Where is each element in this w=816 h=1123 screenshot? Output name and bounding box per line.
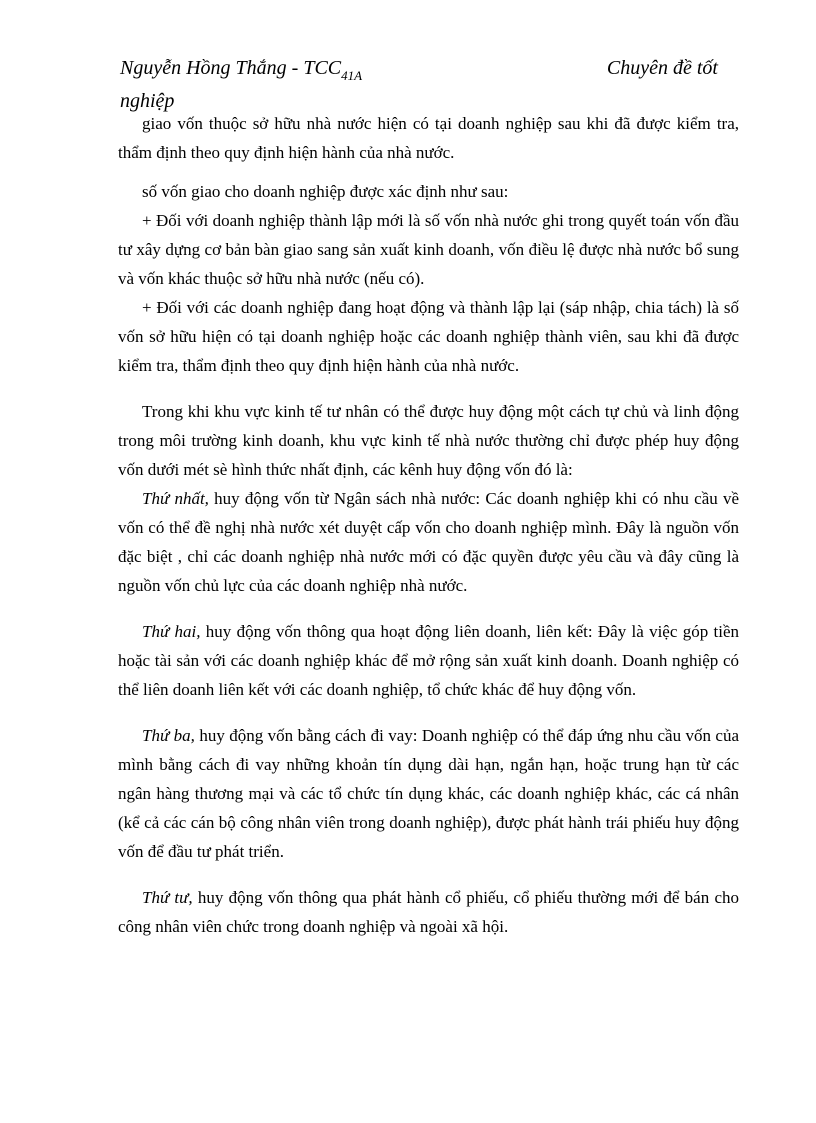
class-subscript: 41A (341, 68, 363, 83)
page-header (120, 56, 720, 113)
header-author (120, 56, 362, 88)
paragraph-6 (118, 484, 739, 600)
paragraph-3: + Đối với doanh nghiệp thành lập mới là số vốn nhà nước ghi trong quyết toán vốn đầu tư xây dựng cơ bản bàn giao sang sản xuất kinh doanh, vốn điều lệ được nhà nước bổ sung và vốn khác thuộc sở hữu nhà nước (nếu có). (118, 211, 739, 288)
paragraph-8-text: huy động vốn bằng cách đi vay: Doanh nghiệp có thể đáp ứng nhu cầu vốn của mình bằng cách đi vay những khoản tín dụng dài hạn, ngắn hạn, hoặc trung hạn từ các ngân hàng thương mại và các tổ chức tín dụng khác, các doanh nghiệp khác, các cá nhân (kể cả các cán bộ công nhân viên trong doanh nghiệp), được phát hành trái phiếu huy động vốn để đầu tư phát triển. (118, 726, 739, 861)
document-body (118, 109, 739, 941)
paragraph-9-text: huy động vốn thông qua phát hành cổ phiếu, cổ phiếu thường mới để bán cho công nhân viên chức trong doanh nghiệp và ngoài xã hội. (118, 888, 739, 936)
paragraph-9-lead: Thứ tư, (142, 888, 193, 907)
header-line (120, 56, 720, 88)
paragraph-7-lead: Thứ hai, (142, 622, 201, 641)
paragraph-7 (118, 617, 739, 704)
header-title-continued: nghiệp (120, 90, 175, 112)
author-name: Nguyễn Hồng Thắng - TCC (120, 57, 342, 79)
paragraph-5: Trong khi khu vực kinh tế tư nhân có thể được huy động một cách tự chủ và linh động trong môi trường kinh doanh, khu vực kinh tế nhà nước thường chỉ được phép huy động vốn dưới mét sè hình thức nhất định, các kênh huy động vốn đó là: (118, 402, 739, 479)
paragraph-8 (118, 721, 739, 866)
paragraph-8-lead: Thứ ba, (142, 726, 195, 745)
paragraph-1: giao vốn thuộc sở hữu nhà nước hiện có tại doanh nghiệp sau khi đã được kiểm tra, thẩm định theo quy định hiện hành của nhà nước. (118, 114, 739, 162)
header-title: Chuyên đề tốt (606, 57, 718, 79)
paragraph-4: + Đối với các doanh nghiệp đang hoạt động và thành lập lại (sáp nhập, chia tách) là số vốn sở hữu hiện có tại doanh nghiệp hoặc các doanh nghiệp thành viên, sau khi đã được kiểm tra, thẩm định theo quy định hiện hành của nhà nước. (118, 298, 739, 375)
paragraph-6-text: huy động vốn từ Ngân sách nhà nước: Các doanh nghiệp khi có nhu cầu về vốn có thể đề nghị nhà nước xét duyệt cấp vốn cho doanh nghiệp mình. Đây là nguồn vốn đặc biệt , chỉ các doanh nghiệp nhà nước mới có đặc quyền được yêu cầu và đây cũng là nguồn vốn chủ lực của các doanh nghiệp nhà nước. (118, 489, 739, 595)
paragraph-6-lead: Thứ nhất, (142, 489, 209, 508)
paragraph-7-text: huy động vốn thông qua hoạt động liên doanh, liên kết: Đây là việc góp tiền hoặc tài sản với các doanh nghiệp khác để mở rộng sản xuất kinh doanh. Doanh nghiệp có thể liên doanh liên kết với các doanh nghiệp, tổ chức khác để huy động vốn. (118, 622, 739, 699)
paragraph-9 (118, 883, 739, 941)
paragraph-2: số vốn giao cho doanh nghiệp được xác định như sau: (142, 182, 509, 201)
